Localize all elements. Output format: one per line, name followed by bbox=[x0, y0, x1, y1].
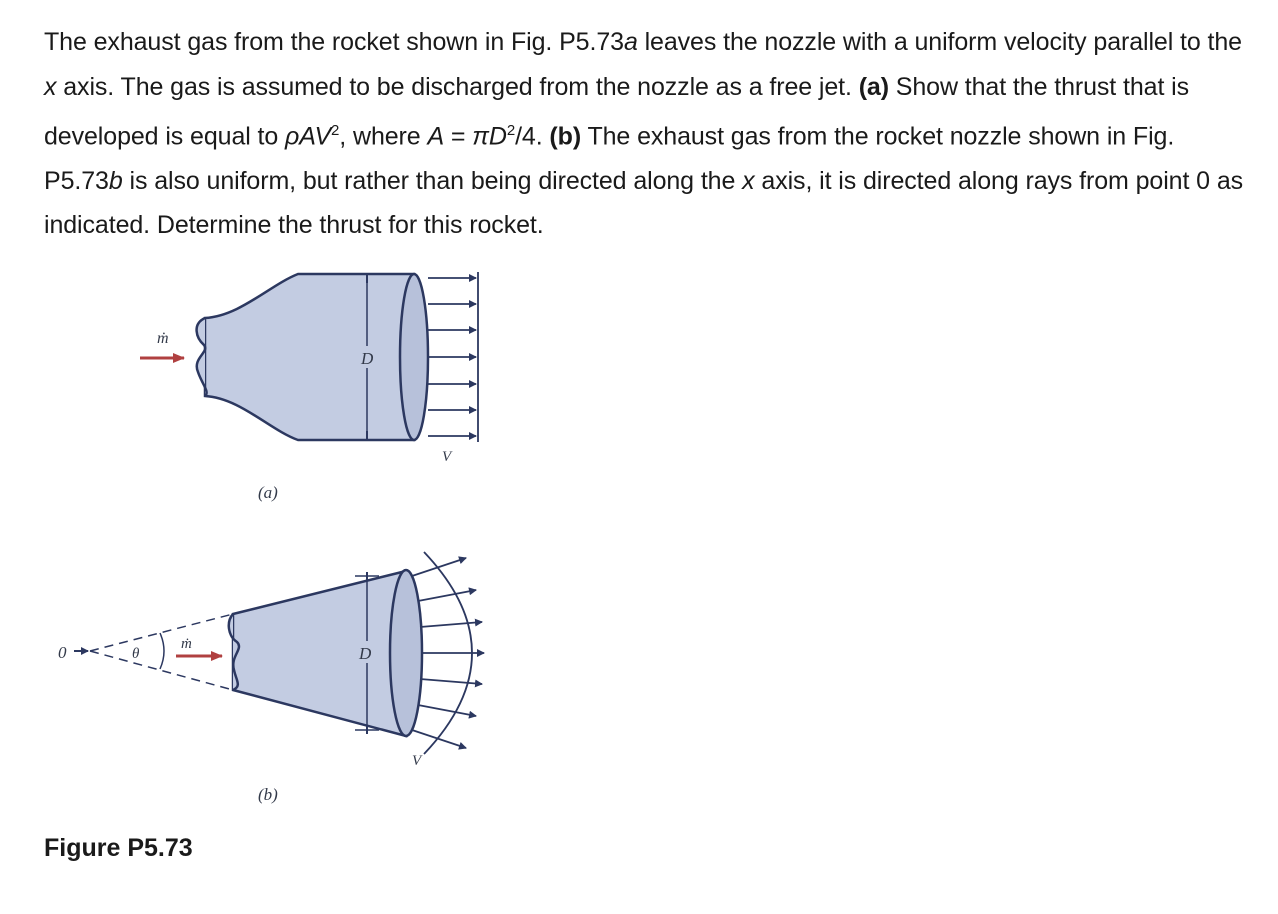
problem-text: is also uniform, but rather than being directed along the bbox=[122, 166, 743, 195]
area-exponent: 2 bbox=[506, 122, 516, 139]
nozzle-b-body bbox=[233, 571, 406, 736]
nozzle-a-body bbox=[205, 274, 414, 440]
x-variable: x bbox=[742, 166, 755, 195]
figure-ref-a: a bbox=[623, 28, 638, 56]
figure-ref-b: b bbox=[108, 166, 123, 195]
nozzle-b-exit bbox=[390, 570, 422, 736]
rays-from-origin bbox=[90, 614, 233, 690]
nozzle-b bbox=[58, 552, 484, 804]
angle-arc bbox=[160, 633, 164, 669]
problem-text: leaves the nozzle with a uniform velocity parallel to the bbox=[637, 28, 1242, 56]
figure-b-sublabel: (b) bbox=[258, 785, 278, 804]
problem-text: = bbox=[444, 122, 473, 151]
velocity-b-label: V bbox=[412, 753, 422, 769]
thrust-exponent: 2 bbox=[331, 122, 340, 139]
problem-text: axis. The gas is assumed to be discharged from the nozzle as a free jet. bbox=[56, 72, 859, 101]
problem-text: axis, it is directed along rays from point 0 as indicated. Determine the thrust for this rocket. bbox=[44, 166, 1244, 240]
mdot-a-label: ṁ bbox=[157, 330, 169, 347]
problem-text: /4. bbox=[515, 122, 550, 151]
area-variable: A bbox=[427, 122, 445, 151]
x-variable: x bbox=[44, 72, 57, 101]
diameter-a-label: D bbox=[361, 349, 374, 368]
velocity-a-label: V bbox=[442, 449, 452, 465]
velocity-a-arrows bbox=[428, 272, 478, 442]
origin-label: 0 bbox=[58, 643, 67, 662]
part-a-label: (a) bbox=[858, 72, 889, 101]
part-b-label: (b) bbox=[549, 122, 582, 151]
nozzle-a bbox=[140, 272, 478, 502]
figure-a-sublabel: (a) bbox=[258, 483, 278, 502]
velocity-b-arrows bbox=[412, 558, 484, 748]
mdot-b-label: ṁ bbox=[181, 636, 192, 652]
nozzle-figure bbox=[0, 250, 560, 820]
problem-text: Show that the thrust that is developed is equal to bbox=[44, 72, 1189, 151]
problem-text: , where bbox=[339, 122, 428, 151]
nozzle-a-exit bbox=[400, 274, 428, 440]
diameter-b-label: D bbox=[359, 644, 372, 663]
problem-statement bbox=[44, 20, 1244, 248]
angle-label: θ bbox=[132, 646, 140, 662]
problem-text: The exhaust gas from the rocket nozzle shown in Fig. P5.73 bbox=[44, 122, 1175, 195]
thrust-expression: ρAV bbox=[285, 122, 332, 151]
area-expression: πD bbox=[472, 122, 507, 151]
figure-caption: Figure P5.73 bbox=[44, 834, 193, 862]
problem-text: The exhaust gas from the rocket shown in Fig. P5.73 bbox=[44, 28, 624, 56]
